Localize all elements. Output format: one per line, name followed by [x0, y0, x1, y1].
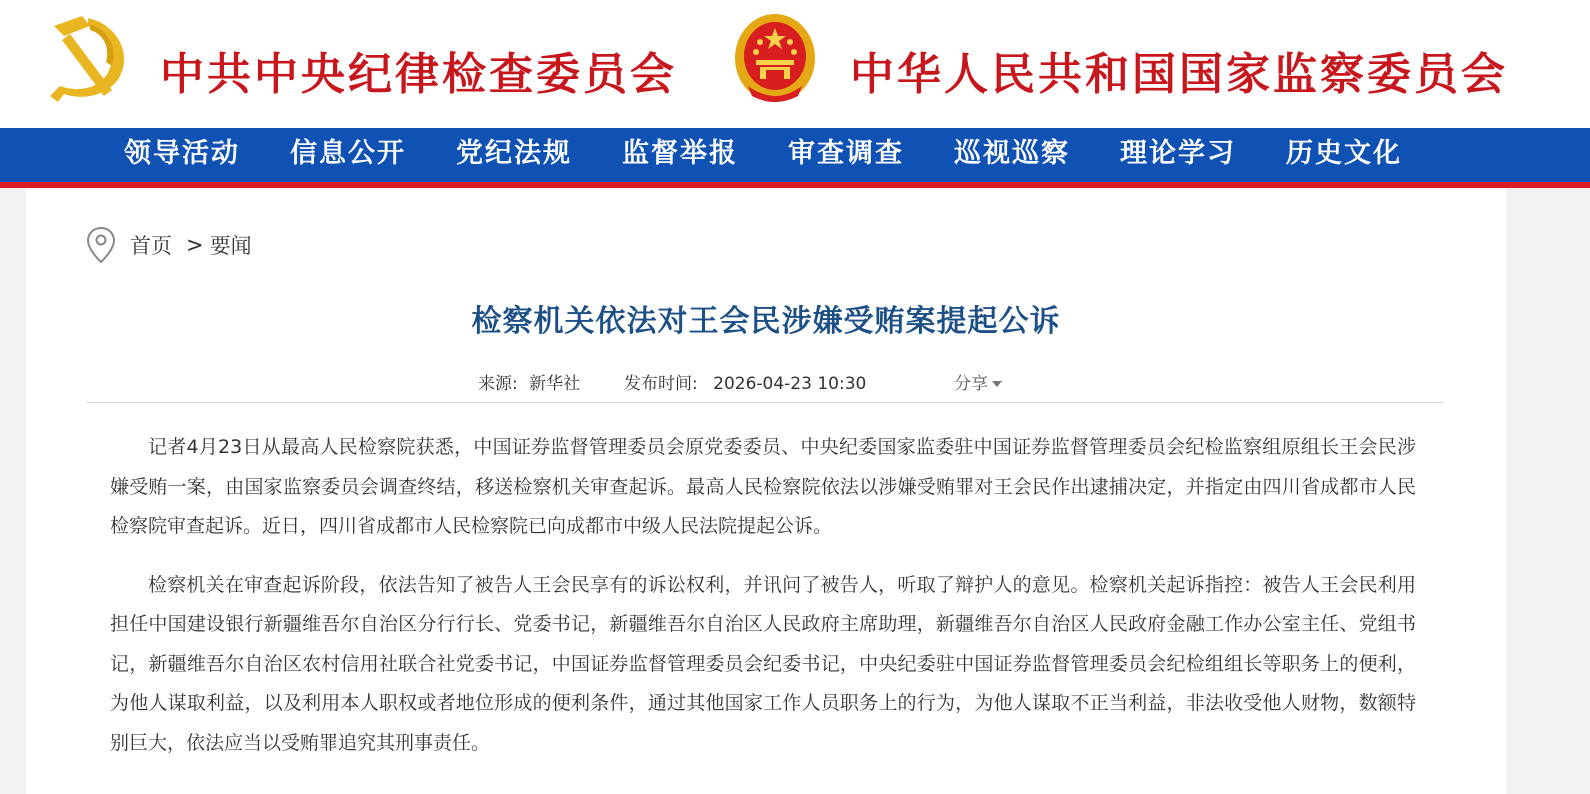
org-name-nsc: 中华人民共和国国家监察委员会: [850, 49, 1508, 100]
nav-item-supervision-report[interactable]: 监督举报: [622, 138, 738, 169]
caret-down-icon: [992, 381, 1002, 387]
share-button[interactable]: [954, 369, 1002, 394]
article-publish-time: [624, 369, 866, 394]
article-container: [26, 188, 1506, 794]
main-nav: [0, 128, 1590, 182]
nav-item-regulations[interactable]: 党纪法规: [456, 138, 572, 169]
article-paragraph-1: 记者4月23日从最高人民检察院获悉，中国证券监督管理委员会原党委委员、中央纪委国家监委驻中国证券监督管理委员会纪检监察组原组长王会民涉嫌受贿一案，由国家监察委员会调查终结，移送检察机关审查起诉。最高人民检察院依法以涉嫌受贿罪对王会民作出逮捕决定，并指定由四川省成都市人民检察院审查起诉。近日，四川省成都市人民检察院已向成都市中级人民法院提起公诉。: [110, 436, 1416, 537]
time-value: 2026-04-23 10:30: [713, 374, 867, 394]
breadcrumb-home-link[interactable]: 首页: [130, 234, 172, 258]
location-pin-icon: [86, 226, 116, 264]
meta-divider: [86, 402, 1444, 403]
hammer-sickle-emblem-icon: [42, 12, 132, 102]
article-body: [110, 428, 1416, 782]
national-emblem-icon: [732, 12, 818, 104]
article-source: [478, 369, 580, 394]
nav-item-info-disclosure[interactable]: 信息公开: [290, 138, 406, 169]
nav-item-theory-study[interactable]: 理论学习: [1120, 138, 1236, 169]
site-header: [0, 0, 1590, 128]
breadcrumb-separator: >: [186, 233, 204, 257]
source-value: 新华社: [529, 374, 581, 394]
share-label: 分享: [954, 374, 988, 394]
article-title: 检察机关依法对王会民涉嫌受贿案提起公诉: [471, 304, 1061, 339]
breadcrumb: [86, 226, 252, 264]
nav-item-inspection[interactable]: 巡视巡察: [954, 138, 1070, 169]
breadcrumb-current: 要闻: [209, 234, 252, 258]
time-label: 发布时间:: [624, 374, 698, 394]
article-paragraph-2: 检察机关在审查起诉阶段，依法告知了被告人王会民享有的诉讼权利，并讯问了被告人，听取了辩护人的意见。检察机关起诉指控：被告人王会民利用担任中国建设银行新疆维吾尔自治区分行行长、党委书记，新疆维吾尔自治区人民政府主席助理，新疆维吾尔自治区人民政府金融工作办公室主任、党组书记，新疆维吾尔自治区农村信用社联合社党委书记，中国证券监督管理委员会纪委书记，中央纪委驻中国证券监督管理委员会纪检组组长等职务上的便利，为他人谋取利益，以及利用本人职权或者地位形成的便利条件，通过其他国家工作人员职务上的行为，为他人谋取不正当利益，非法收受他人财物，数额特别巨大，依法应当以受贿罪追究其刑事责任。: [110, 573, 1416, 754]
nav-item-investigation[interactable]: 审查调查: [788, 138, 904, 169]
nav-item-leadership[interactable]: 领导活动: [124, 138, 240, 169]
nav-item-history-culture[interactable]: 历史文化: [1286, 138, 1402, 169]
org-name-ccdi: 中共中央纪律检查委员会: [160, 49, 677, 100]
source-label: 来源:: [478, 374, 518, 394]
